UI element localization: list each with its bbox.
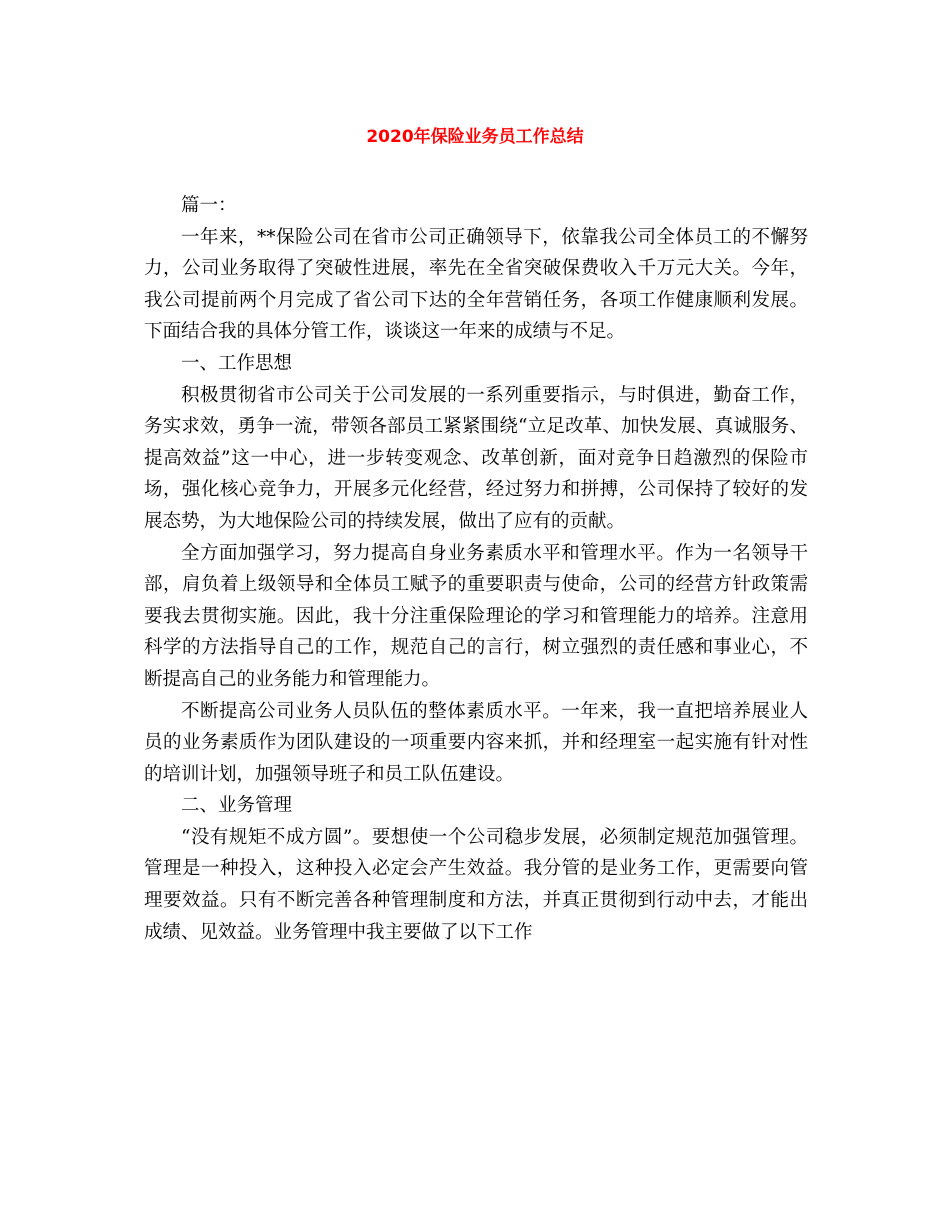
study-paragraph: 全方面加强学习，努力提高自身业务素质水平和管理水平。作为一名领导干部，肩负着上级领导和全体员工赋予的重要职责与使命，公司的经营方针政策需要我去贯彻实施。因此，我十分注重保险理论的学习和管理能力的培养。注意用科学的方法指导自己的工作，规范自己的言行，树立强烈的责任感和事业心，不断提高自己的业务能力和管理能力。 <box>144 542 808 690</box>
section-heading-business-management: 二、业务管理 <box>181 795 293 817</box>
business-management-paragraph: “没有规矩不成方圆”。要想使一个公司稳步发展，必须制定规范加强管理。管理是一种投入，这种投入必定会产生效益。我分管的是业务工作，更需要向管理要效益。只有不断完善各种管理制度和方法，并真正贯彻到行动中去，才能出成绩、见效益。业务管理中我主要做了以下工作 <box>144 826 808 943</box>
document-title: 2020年保险业务员工作总结 <box>366 127 584 147</box>
section-label: 篇一： <box>181 195 237 216</box>
intro-paragraph: 一年来，**保险公司在省市公司正确领导下，依靠我公司全体员工的不懈努力，公司业务取得了突破性进展，率先在全省突破保费收入千万元大关。今年，我公司提前两个月完成了省公司下达的全年营销任务，各项工作健康顺利发展。下面结合我的具体分管工作，谈谈这一年来的成绩与不足。 <box>144 226 808 343</box>
document-body <box>144 190 808 948</box>
team-quality-paragraph: 不断提高公司业务人员队伍的整体素质水平。一年来，我一直把培养展业人员的业务素质作为团队建设的一项重要内容来抓，并和经理室一起实施有针对性的培训计划，加强领导班子和员工队伍建设。 <box>144 700 808 785</box>
section-heading-work-thinking: 一、工作思想 <box>181 352 293 374</box>
work-thinking-paragraph: 积极贯彻省市公司关于公司发展的一系列重要指示，与时俱进，勤奋工作，务实求效，勇争一流，带领各部员工紧紧围绕“立足改革、加快发展、真诚服务、提高效益”这一中心，进一步转变观念、改革创新，面对竞争日趋激烈的保险市场，强化核心竞争力，开展多元化经营，经过努力和拼搏，公司保持了较好的发展态势，为大地保险公司的持续发展，做出了应有的贡献。 <box>144 384 808 532</box>
